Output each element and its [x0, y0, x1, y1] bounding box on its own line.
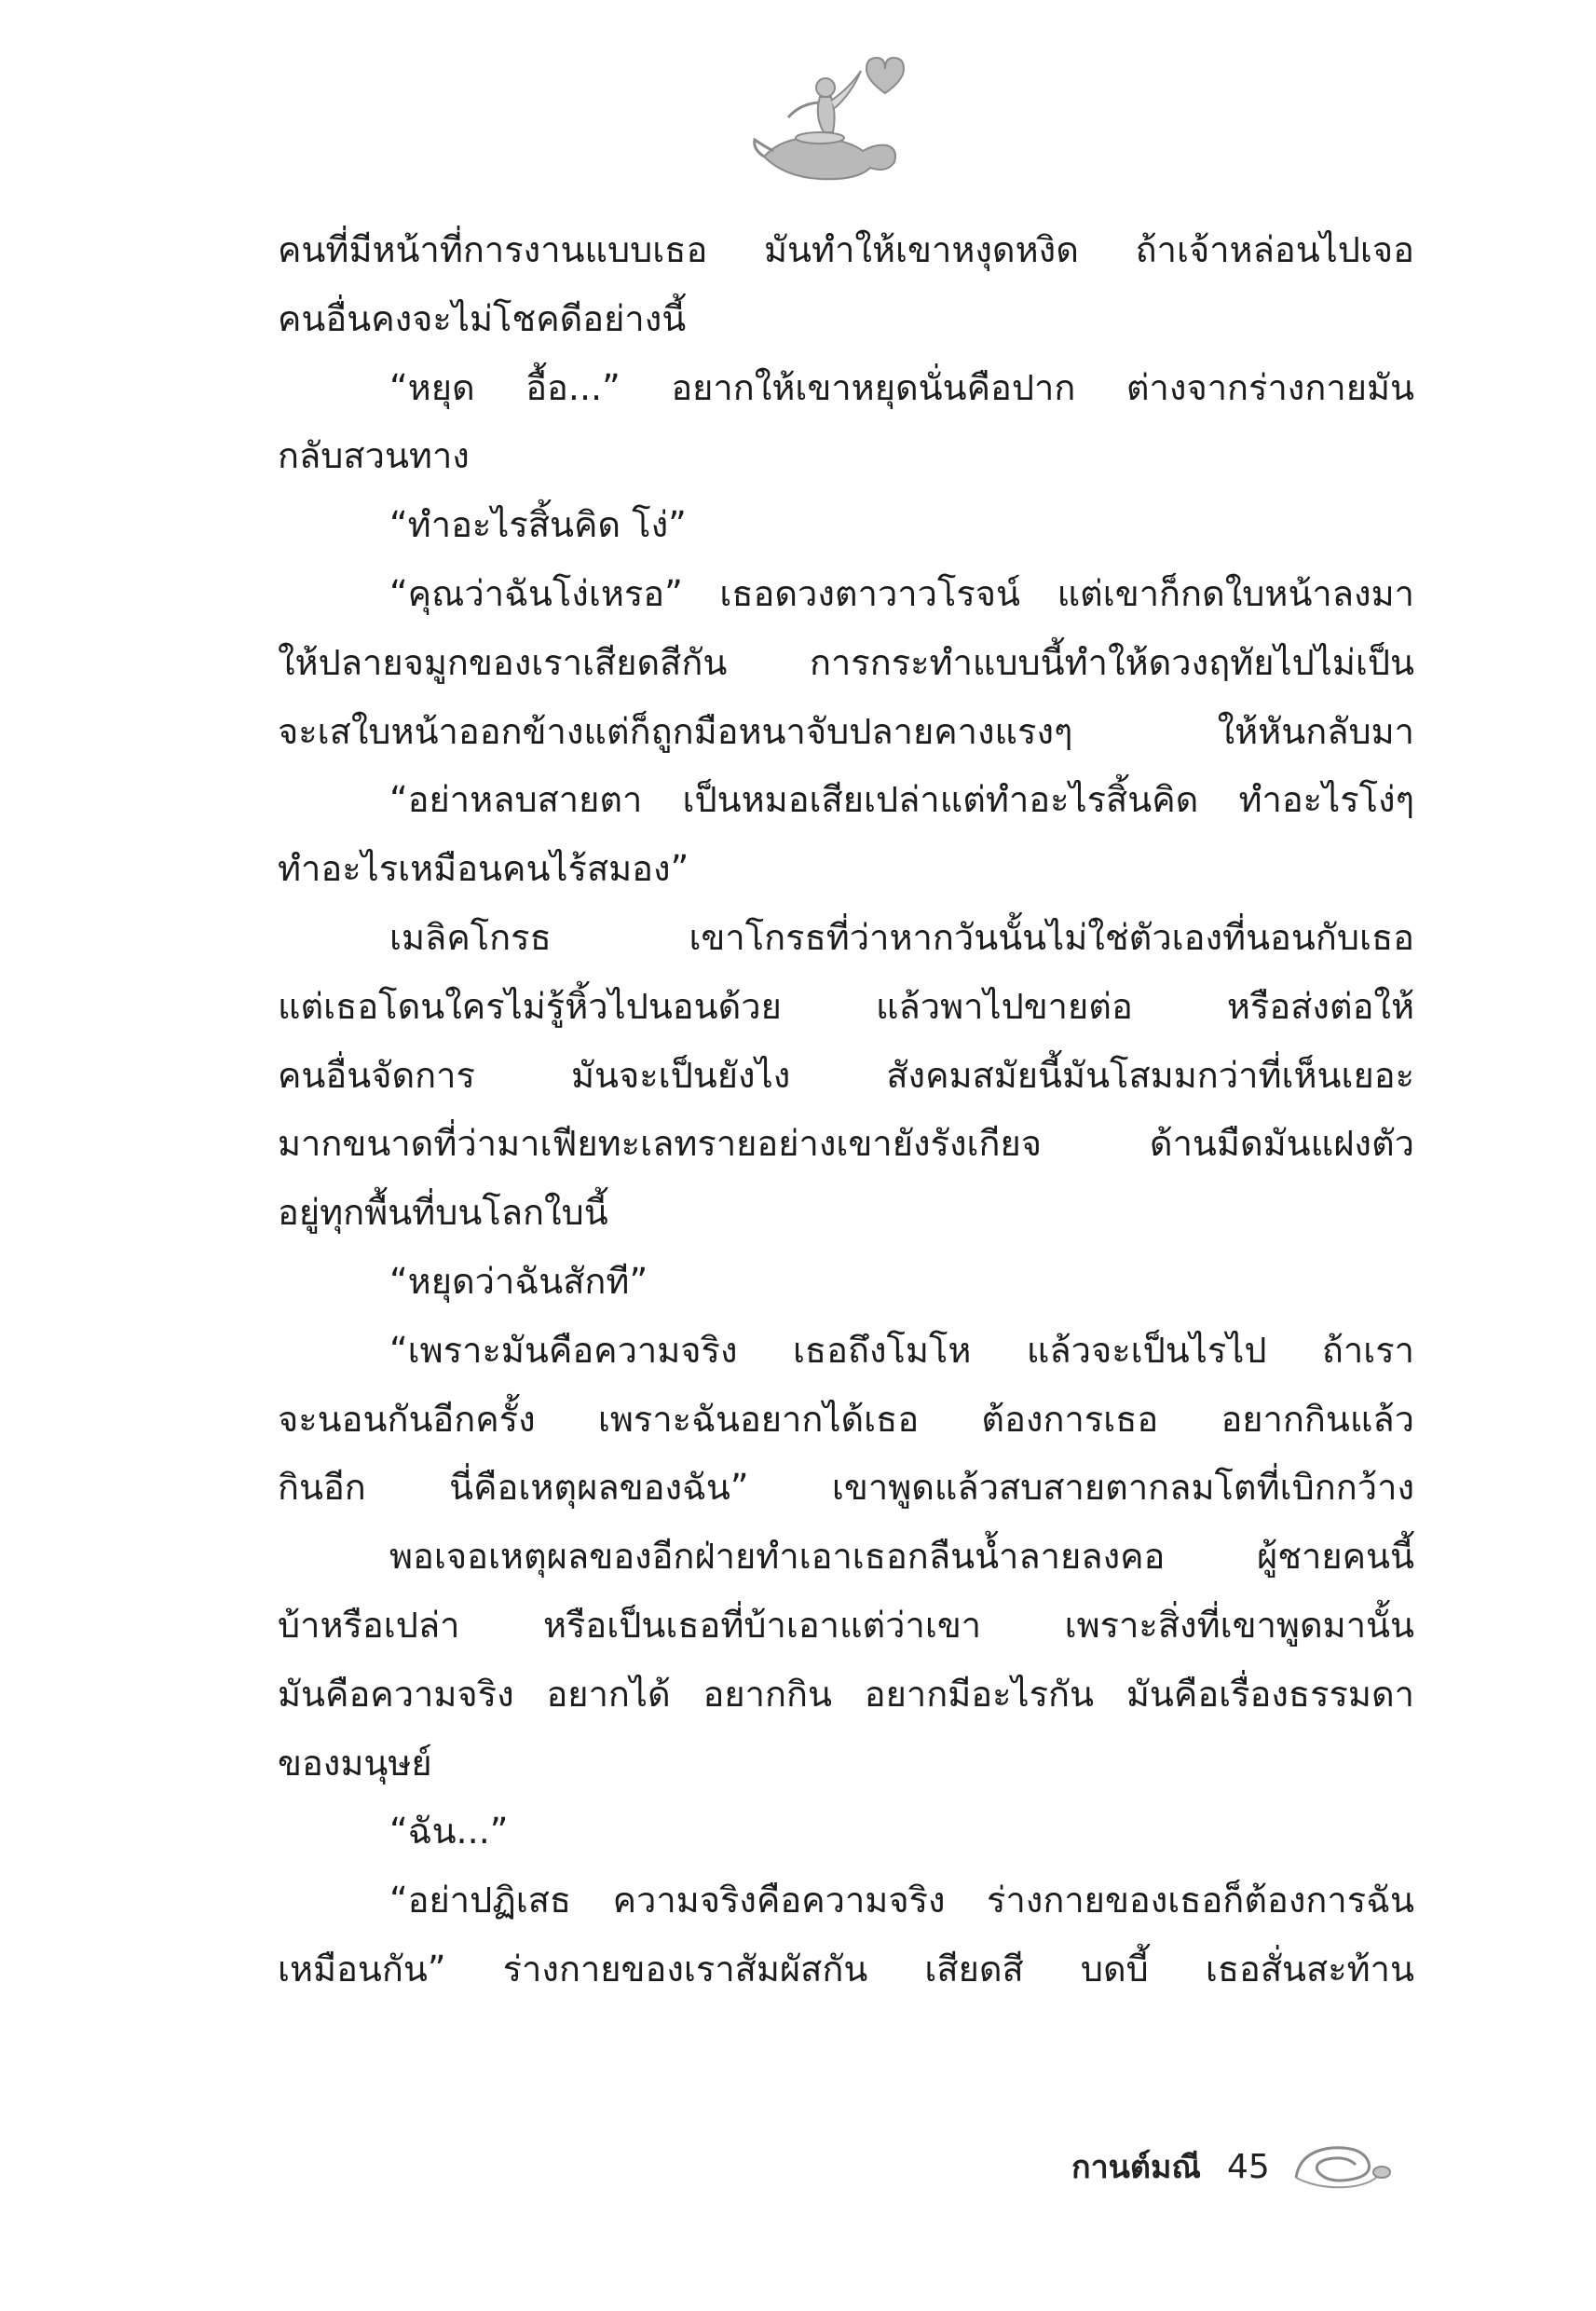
text-line: จะนอนกันอีกครั้ง เพราะฉันอยากได้เธอ ต้องการเธอ อยากกินแล้ว — [278, 1398, 1414, 1440]
text-line: คนอื่นจัดการ มันจะเป็นยังไง สังคมสมัยนี้มันโสมมกว่าที่เห็นเยอะ — [278, 1054, 1414, 1096]
cupid-teapot-ornament-icon — [745, 47, 913, 186]
text-line: จะเสใบหน้าออกข้างแต่ก็ถูกมือหนาจับปลายคางแรงๆ ให้หันกลับมา — [278, 710, 1414, 752]
text-line: เมลิคโกรธ เขาโกรธที่ว่าหากวันนั้นไม่ใช่ตัวเองที่นอนกับเธอ — [389, 916, 1414, 958]
text-line: เหมือนกัน” ร่างกายของเราสัมผัสกัน เสียดสี บดบี้ เธอสั่นสะท้าน — [278, 1948, 1414, 1990]
text-line: “อย่าปฏิเสธ ความจริงคือความจริง ร่างกายของเธอก็ต้องการฉัน — [389, 1880, 1414, 1921]
text-line: ของมนุษย์ — [278, 1742, 432, 1784]
text-line: “หยุดว่าฉันสักที” — [389, 1260, 648, 1302]
text-line: มันคือความจริง อยากได้ อยากกิน อยากมีอะไรกัน มันคือเรื่องธรรมดา — [278, 1673, 1414, 1715]
text-line: พอเจอเหตุผลของอีกฝ่ายทำเอาเธอกลืนน้ำลายลงคอ ผู้ชายคนนี้ — [389, 1536, 1414, 1578]
text-line: ทำอะไรเหมือนคนไร้สมอง” — [278, 848, 689, 890]
text-line: อยู่ทุกพื้นที่บนโลกใบนี้ — [278, 1192, 608, 1234]
text-line: “หยุด อื้อ...” อยากให้เขาหยุดนั่นคือปาก ต่างจากร่างกายมัน — [389, 366, 1414, 408]
text-line: “อย่าหลบสายตา เป็นหมอเสียเปล่าแต่ทำอะไรสิ้นคิด ทำอะไรโง่ๆ — [389, 779, 1414, 821]
text-line: กลับสวนทาง — [278, 435, 470, 477]
text-line: กินอีก นี่คือเหตุผลของฉัน” เขาพูดแล้วสบสายตากลมโตที่เบิกกว้าง — [278, 1467, 1414, 1509]
text-line: บ้าหรือเปล่า หรือเป็นเธอที่บ้าเอาแต่ว่าเขา เพราะสิ่งที่เขาพูดมานั้น — [278, 1604, 1414, 1646]
page-body — [278, 216, 1414, 2004]
page-number: 45 — [1226, 2147, 1270, 2186]
page-footer — [1071, 2139, 1393, 2195]
text-line: “คุณว่าฉันโง่เหรอ” เธอดวงตาวาวโรจน์ แต่เขาก็กดใบหน้าลงมา — [389, 572, 1414, 614]
text-line: “เพราะมันคือความจริง เธอถึงโมโห แล้วจะเป็นไรไป ถ้าเรา — [389, 1329, 1414, 1371]
text-line: ให้ปลายจมูกของเราเสียดสีกัน การกระทำแบบนี้ทำให้ดวงฤทัยไปไม่เป็น — [278, 641, 1414, 683]
swirl-ornament-icon — [1290, 2140, 1393, 2193]
text-line: มากขนาดที่ว่ามาเฟียทะเลทรายอย่างเขายังรังเกียจ ด้านมืดมันแฝงตัว — [278, 1123, 1414, 1165]
text-line: “ทำอะไรสิ้นคิด โง่” — [389, 504, 687, 546]
text-line: คนอื่นคงจะไม่โชคดีอย่างนี้ — [278, 297, 687, 339]
text-line: แต่เธอโดนใครไม่รู้หิ้วไปนอนด้วย แล้วพาไปขายต่อ หรือส่งต่อให้ — [278, 985, 1414, 1027]
book-title: กานต์มณี — [1071, 2149, 1201, 2186]
text-line: คนที่มีหน้าที่การงานแบบเธอ มันทำให้เขาหงุดหงิด ถ้าเจ้าหล่อนไปเจอ — [278, 229, 1414, 270]
text-line: “ฉัน...” — [389, 1811, 509, 1853]
